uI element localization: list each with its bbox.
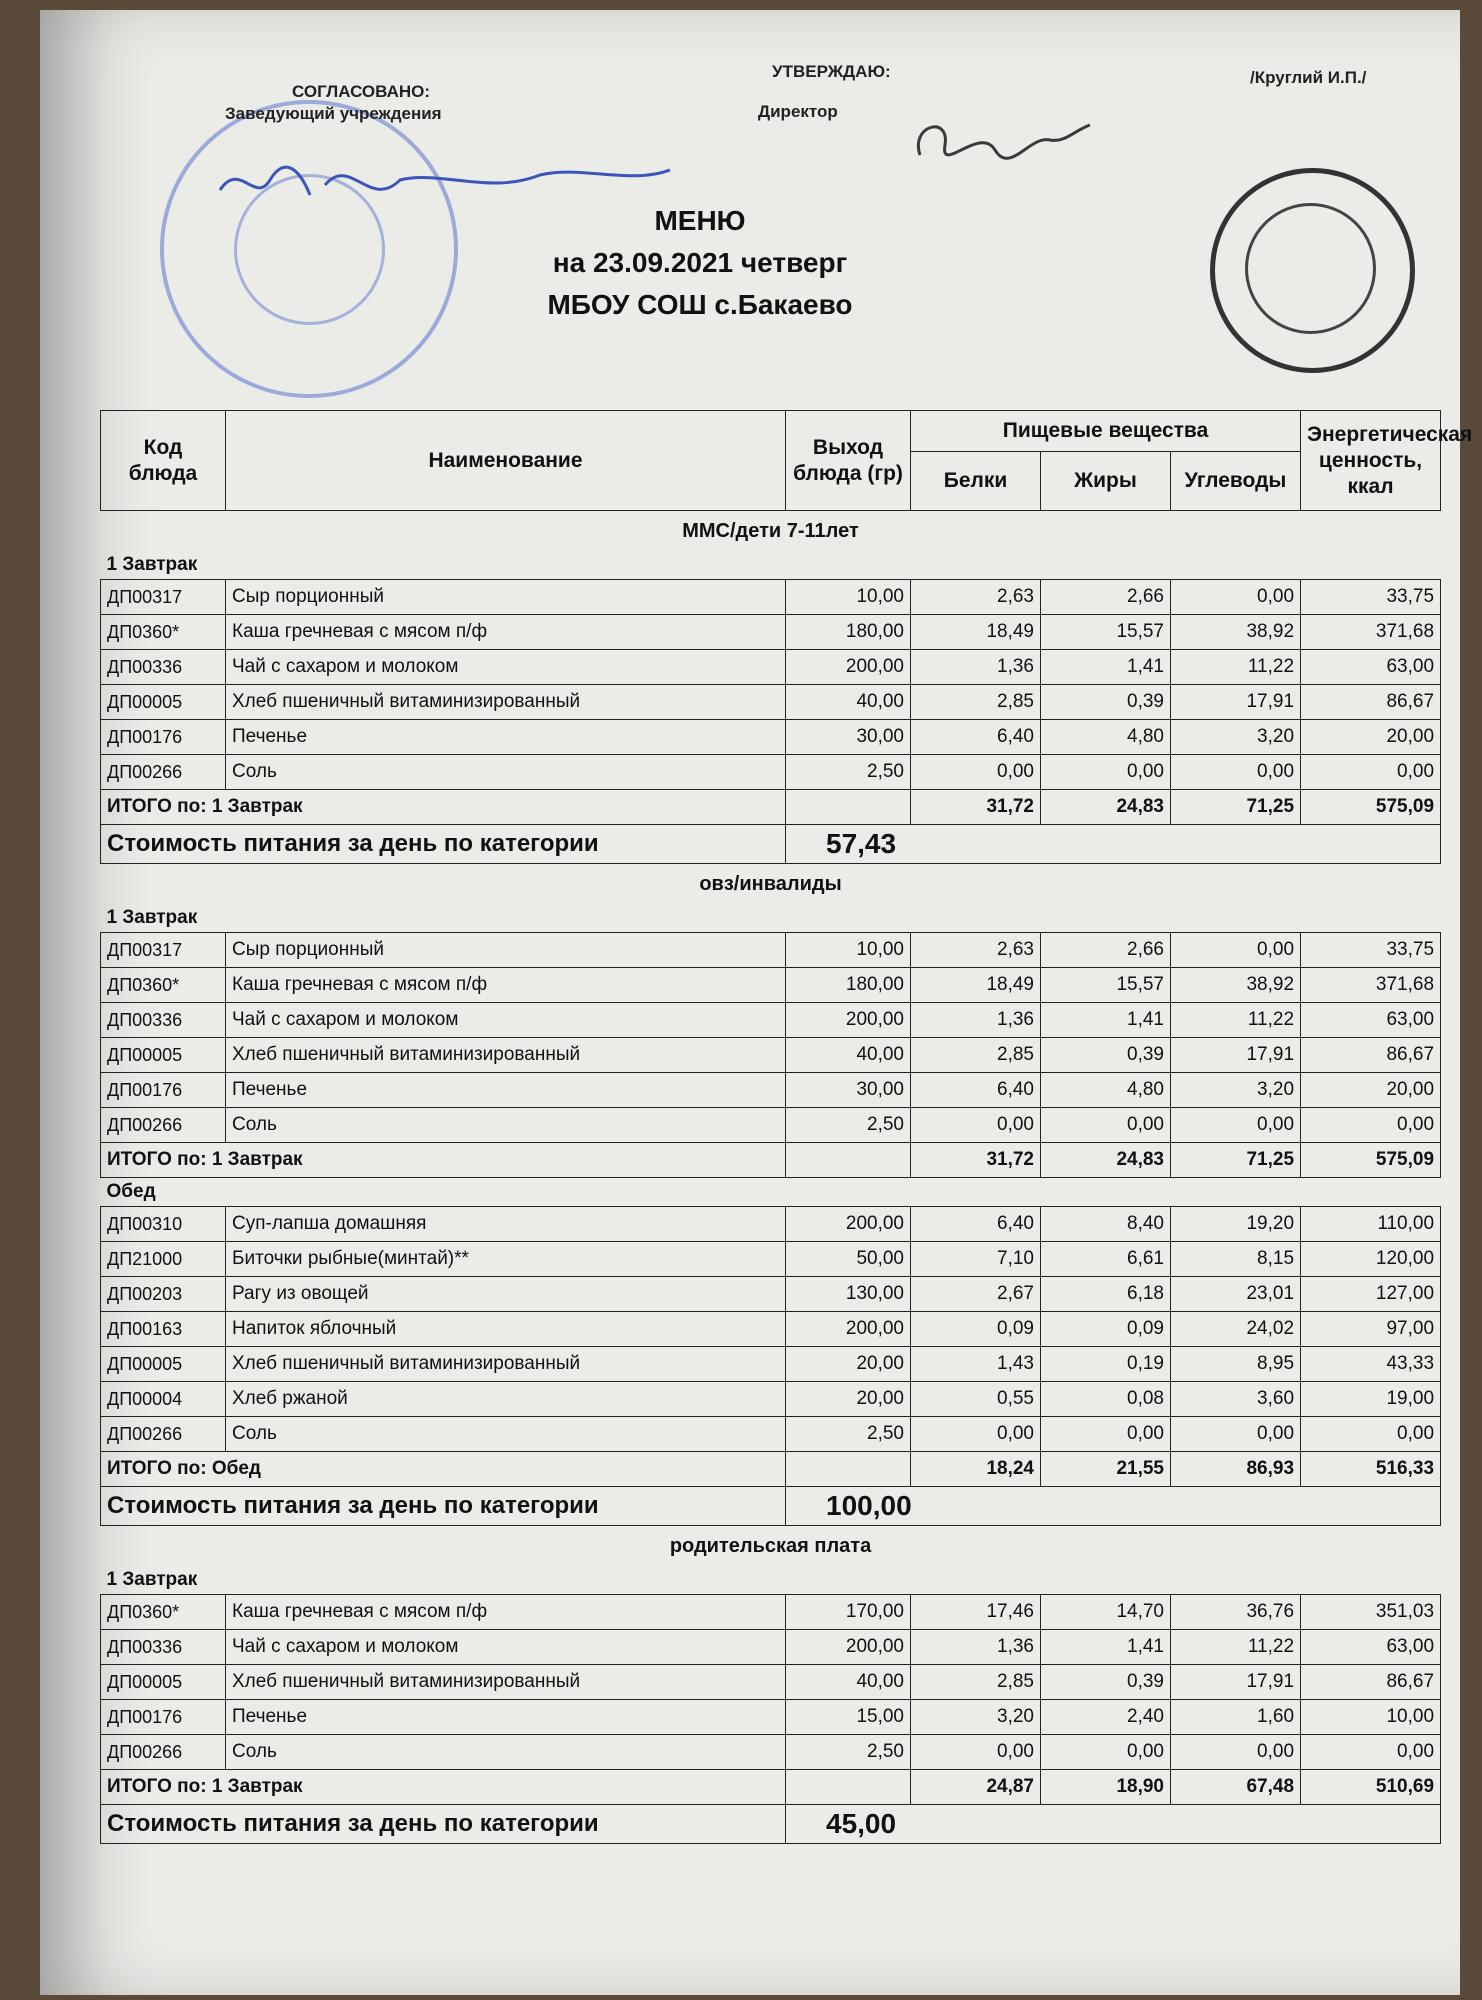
dish-yield: 130,00 (786, 1277, 911, 1312)
total-empty (786, 790, 911, 825)
table-row (101, 580, 1441, 615)
dish-energy: 43,33 (1301, 1347, 1441, 1382)
dish-energy: 33,75 (1301, 580, 1441, 615)
dish-yield: 200,00 (786, 1630, 911, 1665)
dish-yield: 20,00 (786, 1347, 911, 1382)
total-fat: 21,55 (1041, 1452, 1171, 1487)
dish-fat: 0,00 (1041, 755, 1171, 790)
dish-carbs: 36,76 (1171, 1595, 1301, 1630)
dish-protein: 0,00 (911, 1108, 1041, 1143)
dish-yield: 180,00 (786, 615, 911, 650)
dish-code: ДП00336 (101, 1003, 226, 1038)
section-title-row (101, 1526, 1441, 1567)
dish-name: Соль (226, 755, 786, 790)
total-carbs: 71,25 (1171, 1143, 1301, 1178)
dish-code: ДП00005 (101, 1347, 226, 1382)
dish-code: ДП00310 (101, 1207, 226, 1242)
dish-carbs: 0,00 (1171, 1735, 1301, 1770)
meal-title-row (101, 904, 1441, 933)
dish-protein: 1,36 (911, 1003, 1041, 1038)
dish-code: ДП00176 (101, 1073, 226, 1108)
dish-carbs: 17,91 (1171, 685, 1301, 720)
table-row (101, 933, 1441, 968)
dish-code: ДП0360* (101, 1595, 226, 1630)
dish-carbs: 8,15 (1171, 1242, 1301, 1277)
meal-title: Обед (106, 1181, 156, 1202)
dish-code: ДП00336 (101, 1630, 226, 1665)
dish-yield: 50,00 (786, 1242, 911, 1277)
dish-protein: 2,85 (911, 1665, 1041, 1700)
dish-energy: 0,00 (1301, 1735, 1441, 1770)
dish-protein: 2,67 (911, 1277, 1041, 1312)
cost-value: 100,00 (786, 1487, 1441, 1526)
dish-yield: 40,00 (786, 1038, 911, 1073)
dish-protein: 2,85 (911, 1038, 1041, 1073)
dish-name: Хлеб пшеничный витаминизированный (226, 1038, 786, 1073)
table-row (101, 1417, 1441, 1452)
dish-code: ДП00005 (101, 685, 226, 720)
cost-label: Стоимость питания за день по категории (101, 1487, 786, 1526)
dish-fat: 2,40 (1041, 1700, 1171, 1735)
table-row (101, 1108, 1441, 1143)
dish-code: ДП00163 (101, 1312, 226, 1347)
dish-name: Хлеб пшеничный витаминизированный (226, 1665, 786, 1700)
dish-code: ДП00336 (101, 650, 226, 685)
table-row (101, 1735, 1441, 1770)
total-fat: 18,90 (1041, 1770, 1171, 1805)
total-empty (786, 1143, 911, 1178)
meal-title-row (101, 1566, 1441, 1595)
dish-fat: 1,41 (1041, 650, 1171, 685)
dish-carbs: 0,00 (1171, 1108, 1301, 1143)
dish-name: Чай с сахаром и молоком (226, 1630, 786, 1665)
dish-yield: 30,00 (786, 720, 911, 755)
total-row (101, 1143, 1441, 1178)
dish-protein: 3,20 (911, 1700, 1041, 1735)
institution-stamp (160, 100, 458, 398)
dish-protein: 0,00 (911, 755, 1041, 790)
total-energy: 510,69 (1301, 1770, 1441, 1805)
table-row (101, 1038, 1441, 1073)
total-fat: 24,83 (1041, 1143, 1171, 1178)
total-row (101, 790, 1441, 825)
dish-fat: 0,09 (1041, 1312, 1171, 1347)
dish-fat: 0,00 (1041, 1108, 1171, 1143)
approve-label: УТВЕРЖДАЮ: (772, 62, 891, 81)
dish-carbs: 17,91 (1171, 1665, 1301, 1700)
dish-name: Хлеб пшеничный витаминизированный (226, 1347, 786, 1382)
dish-fat: 0,19 (1041, 1347, 1171, 1382)
section-title-row (101, 511, 1441, 552)
dish-name: Соль (226, 1735, 786, 1770)
table-row (101, 755, 1441, 790)
dish-energy: 33,75 (1301, 933, 1441, 968)
dish-fat: 1,41 (1041, 1630, 1171, 1665)
dish-fat: 0,39 (1041, 1038, 1171, 1073)
menu-date: на 23.09.2021 четверг (552, 247, 848, 278)
dish-name: Рагу из овощей (226, 1277, 786, 1312)
dish-fat: 2,66 (1041, 933, 1171, 968)
total-protein: 31,72 (911, 1143, 1041, 1178)
table-row (101, 1207, 1441, 1242)
dish-fat: 0,39 (1041, 685, 1171, 720)
col-code: Код блюда (101, 411, 226, 511)
dish-name: Соль (226, 1108, 786, 1143)
dish-energy: 63,00 (1301, 1630, 1441, 1665)
dish-carbs: 11,22 (1171, 1630, 1301, 1665)
total-label: ИТОГО по: Обед (101, 1452, 786, 1487)
dish-code: ДП00317 (101, 933, 226, 968)
dish-energy: 0,00 (1301, 755, 1441, 790)
dish-yield: 200,00 (786, 650, 911, 685)
table-row (101, 1700, 1441, 1735)
table-row (101, 1073, 1441, 1108)
director-stamp (1210, 168, 1415, 373)
dish-carbs: 17,91 (1171, 1038, 1301, 1073)
dish-yield: 200,00 (786, 1003, 911, 1038)
cost-label: Стоимость питания за день по категории (101, 825, 786, 864)
dish-protein: 1,36 (911, 650, 1041, 685)
table-row (101, 615, 1441, 650)
total-row (101, 1452, 1441, 1487)
dish-yield: 180,00 (786, 968, 911, 1003)
total-protein: 31,72 (911, 790, 1041, 825)
dish-code: ДП0360* (101, 968, 226, 1003)
dish-carbs: 38,92 (1171, 968, 1301, 1003)
dish-protein: 0,00 (911, 1735, 1041, 1770)
dish-yield: 10,00 (786, 580, 911, 615)
dish-fat: 15,57 (1041, 615, 1171, 650)
dish-name: Сыр порционный (226, 933, 786, 968)
dish-energy: 97,00 (1301, 1312, 1441, 1347)
dish-energy: 351,03 (1301, 1595, 1441, 1630)
dish-protein: 2,85 (911, 685, 1041, 720)
meal-title-row (101, 1178, 1441, 1207)
dish-carbs: 3,20 (1171, 1073, 1301, 1108)
director-signature (900, 105, 1100, 185)
dish-protein: 18,49 (911, 968, 1041, 1003)
dish-energy: 371,68 (1301, 968, 1441, 1003)
dish-yield: 200,00 (786, 1312, 911, 1347)
section-title: родительская плата (669, 1534, 872, 1557)
dish-protein: 6,40 (911, 1207, 1041, 1242)
dish-yield: 15,00 (786, 1700, 911, 1735)
dish-carbs: 23,01 (1171, 1277, 1301, 1312)
dish-name: Напиток яблочный (226, 1312, 786, 1347)
meal-title-row (101, 551, 1441, 580)
dish-energy: 371,68 (1301, 615, 1441, 650)
dish-carbs: 0,00 (1171, 755, 1301, 790)
total-empty (786, 1770, 911, 1805)
dish-yield: 200,00 (786, 1207, 911, 1242)
total-row (101, 1770, 1441, 1805)
dish-carbs: 0,00 (1171, 933, 1301, 968)
dish-yield: 30,00 (786, 1073, 911, 1108)
section-title-row (101, 864, 1441, 905)
document-sheet (40, 10, 1473, 1995)
dish-protein: 1,43 (911, 1347, 1041, 1382)
director-label: Директор (758, 102, 838, 121)
dish-yield: 2,50 (786, 755, 911, 790)
dish-energy: 63,00 (1301, 650, 1441, 685)
dish-protein: 0,09 (911, 1312, 1041, 1347)
dish-code: ДП00203 (101, 1277, 226, 1312)
dish-carbs: 11,22 (1171, 1003, 1301, 1038)
dish-energy: 127,00 (1301, 1277, 1441, 1312)
table-row (101, 1630, 1441, 1665)
dish-energy: 20,00 (1301, 720, 1441, 755)
total-protein: 24,87 (911, 1770, 1041, 1805)
dish-fat: 6,61 (1041, 1242, 1171, 1277)
dish-protein: 2,63 (911, 580, 1041, 615)
total-label: ИТОГО по: 1 Завтрак (101, 1770, 786, 1805)
dish-energy: 120,00 (1301, 1242, 1441, 1277)
dish-fat: 0,00 (1041, 1735, 1171, 1770)
dish-fat: 0,08 (1041, 1382, 1171, 1417)
dish-fat: 4,80 (1041, 720, 1171, 755)
dish-yield: 40,00 (786, 1665, 911, 1700)
dish-name: Каша гречневая с мясом п/ф (226, 968, 786, 1003)
dish-carbs: 38,92 (1171, 615, 1301, 650)
table-row (101, 1312, 1441, 1347)
dish-code: ДП00176 (101, 720, 226, 755)
dish-name: Хлеб пшеничный витаминизированный (226, 685, 786, 720)
dish-energy: 20,00 (1301, 1073, 1441, 1108)
table-row (101, 1595, 1441, 1630)
dish-name: Хлеб ржаной (226, 1382, 786, 1417)
col-fat: Жиры (1041, 452, 1171, 511)
dish-yield: 40,00 (786, 685, 911, 720)
dish-protein: 2,63 (911, 933, 1041, 968)
dish-name: Каша гречневая с мясом п/ф (226, 615, 786, 650)
dish-protein: 17,46 (911, 1595, 1041, 1630)
cost-row (101, 1805, 1441, 1844)
dish-yield: 2,50 (786, 1108, 911, 1143)
dish-carbs: 0,00 (1171, 1417, 1301, 1452)
total-label: ИТОГО по: 1 Завтрак (101, 790, 786, 825)
dish-fat: 0,39 (1041, 1665, 1171, 1700)
table-row (101, 968, 1441, 1003)
header-row (101, 411, 1441, 452)
dish-code: ДП00317 (101, 580, 226, 615)
dish-code: ДП00004 (101, 1382, 226, 1417)
dish-carbs: 11,22 (1171, 650, 1301, 685)
dish-protein: 18,49 (911, 615, 1041, 650)
dish-yield: 10,00 (786, 933, 911, 968)
total-label: ИТОГО по: 1 Завтрак (101, 1143, 786, 1178)
dish-carbs: 8,95 (1171, 1347, 1301, 1382)
dish-code: ДП00266 (101, 1417, 226, 1452)
col-name: Наименование (226, 411, 786, 511)
dish-carbs: 1,60 (1171, 1700, 1301, 1735)
dish-fat: 2,66 (1041, 580, 1171, 615)
dish-protein: 0,00 (911, 1417, 1041, 1452)
agreed-by-label: Заведующий учреждения (225, 104, 442, 123)
dish-name: Биточки рыбные(минтай)** (226, 1242, 786, 1277)
menu-title: МЕНЮ (654, 205, 746, 236)
dish-code: ДП00266 (101, 755, 226, 790)
director-name: /Круглий И.П./ (1250, 68, 1367, 87)
dish-carbs: 0,00 (1171, 580, 1301, 615)
table-row (101, 1382, 1441, 1417)
table-row (101, 1665, 1441, 1700)
table-row (101, 720, 1441, 755)
total-energy: 575,09 (1301, 790, 1441, 825)
table-row (101, 1277, 1441, 1312)
dish-name: Сыр порционный (226, 580, 786, 615)
meal-title: 1 Завтрак (106, 907, 198, 928)
dish-yield: 20,00 (786, 1382, 911, 1417)
col-yield: Выход блюда (гр) (786, 411, 911, 511)
dish-energy: 0,00 (1301, 1108, 1441, 1143)
col-protein: Белки (911, 452, 1041, 511)
dish-carbs: 3,20 (1171, 720, 1301, 755)
col-energy: Энергетическая ценность, ккал (1301, 411, 1441, 511)
dish-energy: 86,67 (1301, 1038, 1441, 1073)
dish-yield: 2,50 (786, 1735, 911, 1770)
dish-fat: 0,00 (1041, 1417, 1171, 1452)
dish-fat: 8,40 (1041, 1207, 1171, 1242)
dish-name: Печенье (226, 1700, 786, 1735)
dish-code: ДП0360* (101, 615, 226, 650)
dish-carbs: 19,20 (1171, 1207, 1301, 1242)
section-title: овз/инвалиды (699, 872, 842, 895)
dish-fat: 1,41 (1041, 1003, 1171, 1038)
dish-protein: 7,10 (911, 1242, 1041, 1277)
total-empty (786, 1452, 911, 1487)
dish-name: Печенье (226, 1073, 786, 1108)
dish-name: Каша гречневая с мясом п/ф (226, 1595, 786, 1630)
dish-fat: 14,70 (1041, 1595, 1171, 1630)
total-carbs: 71,25 (1171, 790, 1301, 825)
col-nutrients: Пищевые вещества (911, 411, 1301, 452)
section-title: ММС/дети 7-11лет (682, 519, 859, 542)
menu-school: МБОУ СОШ с.Бакаево (547, 289, 853, 320)
dish-protein: 1,36 (911, 1630, 1041, 1665)
dish-code: ДП00005 (101, 1038, 226, 1073)
dish-protein: 6,40 (911, 720, 1041, 755)
dish-carbs: 3,60 (1171, 1382, 1301, 1417)
dish-code: ДП21000 (101, 1242, 226, 1277)
total-energy: 575,09 (1301, 1143, 1441, 1178)
table-row (101, 1242, 1441, 1277)
dish-energy: 63,00 (1301, 1003, 1441, 1038)
total-carbs: 67,48 (1171, 1770, 1301, 1805)
agreed-label: СОГЛАСОВАНО: (292, 82, 431, 101)
dish-energy: 10,00 (1301, 1700, 1441, 1735)
dish-yield: 170,00 (786, 1595, 911, 1630)
dish-yield: 2,50 (786, 1417, 911, 1452)
col-carbs: Углеводы (1171, 452, 1301, 511)
table-row (101, 685, 1441, 720)
dish-name: Чай с сахаром и молоком (226, 1003, 786, 1038)
dish-energy: 0,00 (1301, 1417, 1441, 1452)
dish-name: Чай с сахаром и молоком (226, 650, 786, 685)
cost-row (101, 825, 1441, 864)
cost-value: 45,00 (786, 1805, 1441, 1844)
dish-energy: 110,00 (1301, 1207, 1441, 1242)
total-fat: 24,83 (1041, 790, 1171, 825)
dish-energy: 19,00 (1301, 1382, 1441, 1417)
total-protein: 18,24 (911, 1452, 1041, 1487)
dish-name: Соль (226, 1417, 786, 1452)
dish-name: Суп-лапша домашняя (226, 1207, 786, 1242)
dish-protein: 6,40 (911, 1073, 1041, 1108)
dish-name: Печенье (226, 720, 786, 755)
dish-fat: 15,57 (1041, 968, 1171, 1003)
meal-title: 1 Завтрак (106, 554, 198, 575)
cost-label: Стоимость питания за день по категории (101, 1805, 786, 1844)
dish-protein: 0,55 (911, 1382, 1041, 1417)
dish-code: ДП00005 (101, 1665, 226, 1700)
dish-code: ДП00176 (101, 1700, 226, 1735)
cost-value: 57,43 (786, 825, 1441, 864)
dish-code: ДП00266 (101, 1108, 226, 1143)
table-row (101, 1347, 1441, 1382)
table-row (101, 650, 1441, 685)
menu-table (100, 410, 1473, 1844)
total-carbs: 86,93 (1171, 1452, 1301, 1487)
dish-carbs: 24,02 (1171, 1312, 1301, 1347)
dish-fat: 6,18 (1041, 1277, 1171, 1312)
dish-energy: 86,67 (1301, 1665, 1441, 1700)
total-energy: 516,33 (1301, 1452, 1441, 1487)
dish-energy: 86,67 (1301, 685, 1441, 720)
dish-fat: 4,80 (1041, 1073, 1171, 1108)
dish-code: ДП00266 (101, 1735, 226, 1770)
table-row (101, 1003, 1441, 1038)
cost-row (101, 1487, 1441, 1526)
meal-title: 1 Завтрак (106, 1569, 198, 1590)
